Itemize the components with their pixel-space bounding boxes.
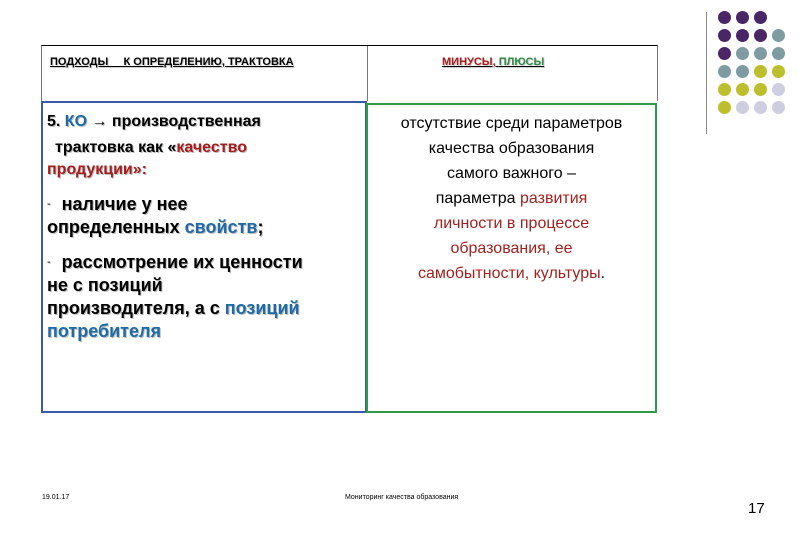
- decorative-dot: [736, 29, 749, 42]
- decorative-dot: [718, 101, 731, 114]
- decorative-dot: [736, 83, 749, 96]
- cons-param-word: параметра: [435, 190, 520, 207]
- item2-consumer-word: потребителя: [47, 321, 161, 341]
- cons-line4: [372, 186, 651, 211]
- decorative-dot: [772, 101, 785, 114]
- decorative-dot: [718, 65, 731, 78]
- decorative-dot: [754, 29, 767, 42]
- cons-development-word: развития: [519, 190, 588, 207]
- cons-line3: самого важного –: [446, 165, 576, 182]
- approach-cell: [41, 101, 367, 413]
- approach-title-line2: [47, 137, 361, 159]
- decorative-dot: [754, 83, 767, 96]
- header-plus: ПЛЮСЫ: [498, 56, 545, 68]
- item1-properties-word: свойств: [184, 217, 258, 237]
- decorative-dot: [754, 11, 767, 24]
- decorative-dot: [772, 29, 785, 42]
- arrow-icon: →: [87, 113, 112, 130]
- cons-line7: [372, 261, 651, 286]
- decorative-dot: [754, 47, 767, 60]
- header-approaches: ПОДХОДЫ К ОПРЕДЕЛЕНИЮ, ТРАКТОВКА: [50, 56, 294, 68]
- footer-date: 19.01.17: [42, 494, 70, 501]
- page-number: 17: [748, 500, 765, 517]
- decorative-dot-grid: [718, 11, 790, 119]
- item-number: 5.: [47, 113, 65, 130]
- decorative-dot: [772, 83, 785, 96]
- cons-line1: отсутствие среди параметров: [400, 115, 623, 132]
- decorative-dot: [772, 47, 785, 60]
- decorative-vertical-line: [706, 12, 707, 134]
- approach-title-text2: трактовка как «: [55, 139, 177, 156]
- item2-text-a: рассмотрение их ценности: [56, 252, 303, 272]
- cons-line2: качества образования: [428, 140, 595, 157]
- header-comma: ,: [492, 56, 499, 68]
- dash-marker: -: [47, 256, 51, 268]
- cons-line5: личности в процессе: [433, 215, 590, 232]
- approach-title-line3: продукции»:: [47, 161, 147, 178]
- table-header-row: [41, 45, 658, 101]
- decorative-dot: [718, 83, 731, 96]
- decorative-dot: [736, 65, 749, 78]
- approach-title-line1: [47, 111, 361, 133]
- decorative-dot: [754, 65, 767, 78]
- decorative-dot: [718, 29, 731, 42]
- cons-period: .: [600, 265, 606, 282]
- approach-title-text: производственная: [111, 113, 261, 130]
- approach-quality-word: качество: [176, 139, 247, 156]
- decorative-dot: [736, 47, 749, 60]
- dash-marker: -: [47, 198, 51, 210]
- decorative-dot: [736, 101, 749, 114]
- item2-text-b: не с позиций: [47, 275, 163, 295]
- cons-line6: образования, ее: [450, 240, 573, 257]
- decorative-dot: [718, 11, 731, 24]
- decorative-dot: [772, 65, 785, 78]
- list-item-consumer: [47, 251, 361, 343]
- header-pros-cons: [442, 56, 544, 68]
- list-item-properties: [47, 193, 361, 239]
- item1-text-b: определенных: [47, 217, 185, 237]
- decorative-dot: [718, 47, 731, 60]
- item2-positions-word: позиций: [224, 298, 300, 318]
- decorative-dot: [736, 11, 749, 24]
- cons-identity-words: самобытности, культуры: [417, 265, 601, 282]
- item1-text-a: наличие у нее: [56, 194, 188, 214]
- ko-label: КО: [64, 113, 88, 130]
- item2-text-c: производителя, а с: [47, 298, 225, 318]
- header-divider: [367, 46, 368, 101]
- footer-title: Мониторинг качества образования: [345, 494, 459, 501]
- item1-semicolon: ;: [257, 217, 264, 237]
- cons-cell: [366, 103, 657, 413]
- header-minus: МИНУСЫ: [442, 56, 493, 68]
- decorative-dot: [754, 101, 767, 114]
